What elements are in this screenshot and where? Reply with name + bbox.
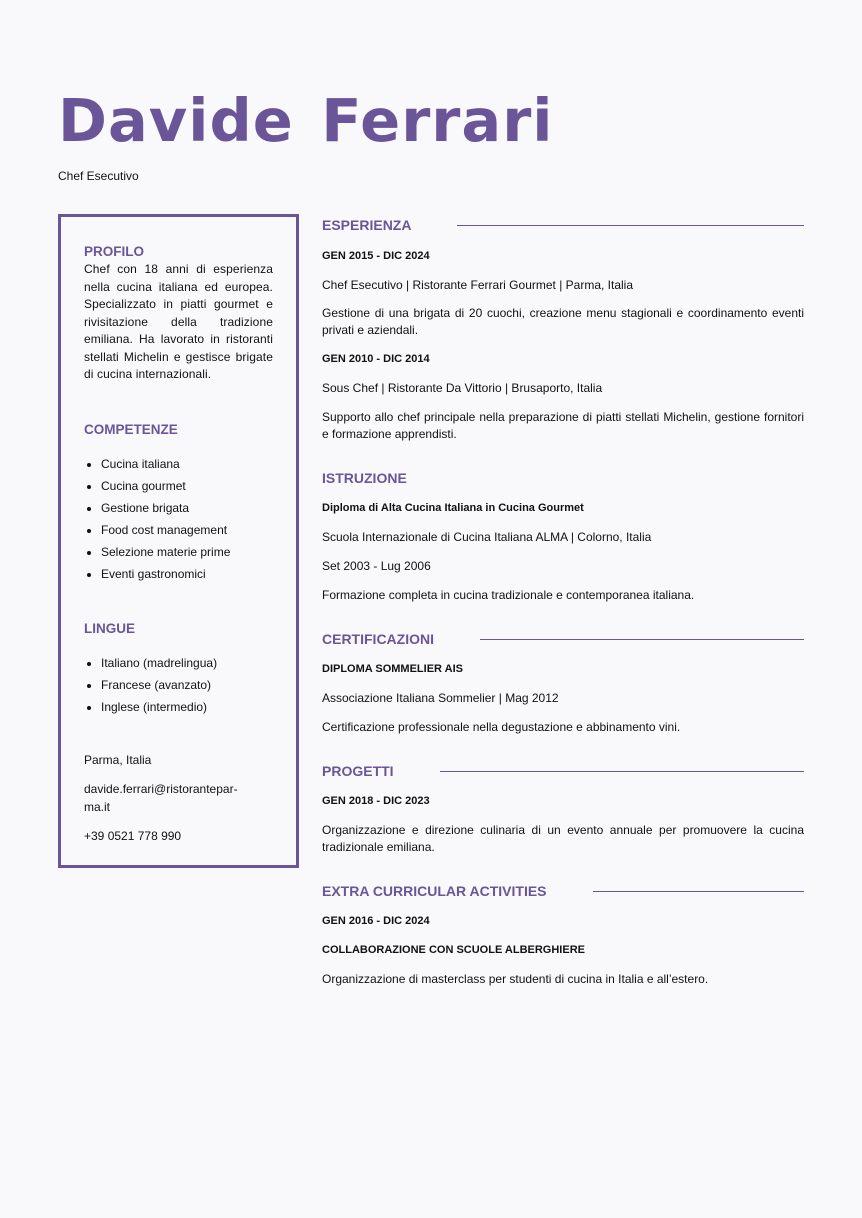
list-item: Inglese (intermedio) — [84, 696, 273, 718]
extracurricular-description: Organizzazione di masterclass per studenti di cucina in Italia e all’estero. — [322, 972, 709, 986]
extracurricular-heading — [322, 880, 804, 902]
extracurricular-date: GEN 2016 - DIC 2024 — [322, 915, 430, 927]
extracurricular-title: EXTRA CURRICULAR ACTIVITIES — [322, 882, 547, 899]
extracurricular-title-line: COLLABORAZIONE CON SCUOLE ALBERGHIERE — [322, 944, 585, 956]
certifications-heading — [322, 628, 804, 650]
profile-heading: PROFILO — [84, 244, 144, 259]
education-dates: Set 2003 - Lug 2006 — [322, 559, 431, 573]
job-title: Chef Esecutivo — [58, 169, 139, 183]
section-divider — [440, 771, 804, 772]
experience-role-2: Sous Chef | Ristorante Da Vittorio | Brusaporto, Italia — [322, 381, 603, 395]
list-item: Selezione materie prime — [84, 541, 273, 563]
certification-description: Certificazione professionale nella degustazione e abbinamento vini. — [322, 720, 681, 734]
list-item: Eventi gastronomici — [84, 563, 273, 585]
contact-section — [84, 752, 273, 846]
section-divider — [457, 225, 804, 226]
contact-email[interactable] — [84, 781, 273, 816]
email-line-1: davide.ferrari@ristorantepar- — [84, 782, 238, 796]
experience-title: ESPERIENZA — [322, 216, 412, 233]
languages-section — [84, 620, 273, 718]
projects-title: PROGETTI — [322, 762, 394, 779]
skills-list — [84, 453, 273, 585]
languages-heading: LINGUE — [84, 620, 136, 636]
experience-description-1: Gestione di una brigata di 20 cuochi, creazione menu stagionali e coordinamento eventi privati e aziendali. — [322, 306, 804, 337]
certifications-title: CERTIFICAZIONI — [322, 630, 434, 647]
list-item: Cucina italiana — [84, 453, 273, 475]
section-divider — [593, 891, 804, 892]
experience-role-1: Chef Esecutivo | Ristorante Ferrari Gourmet | Parma, Italia — [322, 278, 634, 292]
education-school: Scuola Internazionale di Cucina Italiana ALMA | Colorno, Italia — [322, 530, 652, 544]
list-item: Francese (avanzato) — [84, 674, 273, 696]
skills-heading: COMPETENZE — [84, 421, 178, 437]
section-divider — [480, 639, 804, 640]
contact-phone[interactable]: +39 0521 778 990 — [84, 829, 182, 843]
certification-name: DIPLOMA SOMMELIER AIS — [322, 663, 463, 675]
list-item: Cucina gourmet — [84, 475, 273, 497]
email-line-2: ma.it — [84, 799, 111, 814]
list-item: Food cost management — [84, 519, 273, 541]
education-title: ISTRUZIONE — [322, 469, 407, 486]
profile-text: Chef con 18 anni di esperienza nella cucina italiana ed europea. Specializzato in piatti gourmet e rivisitazione della tradizione emiliana. Ha lavorato in ristoranti stellati Michelin e gestisce brigate di cucina internazionali. — [84, 262, 273, 381]
experience-date-1: GEN 2015 - DIC 2024 — [322, 250, 430, 262]
languages-list — [84, 652, 273, 718]
project-date: GEN 2018 - DIC 2023 — [322, 795, 430, 807]
skills-section — [84, 421, 273, 585]
education-description: Formazione completa in cucina tradizionale e contemporanea italiana. — [322, 588, 695, 602]
candidate-name: Davide Ferrari — [58, 86, 554, 155]
contact-location: Parma, Italia — [84, 752, 152, 767]
project-description: Organizzazione e direzione culinaria di un evento annuale per promuovere la cucina tradizionale emiliana. — [322, 823, 804, 854]
projects-heading — [322, 760, 804, 782]
experience-heading — [322, 214, 804, 236]
certification-issuer: Associazione Italiana Sommelier | Mag 2012 — [322, 691, 559, 705]
experience-date-2: GEN 2010 - DIC 2014 — [322, 353, 430, 365]
education-heading — [322, 467, 804, 489]
list-item: Gestione brigata — [84, 497, 273, 519]
education-degree: Diploma di Alta Cucina Italiana in Cucina Gourmet — [322, 502, 584, 514]
profile-section — [84, 243, 273, 384]
list-item: Italiano (madrelingua) — [84, 652, 273, 674]
experience-description-2: Supporto allo chef principale nella preparazione di piatti stellati Michelin, gestione fornitori e formazione apprendisti. — [322, 410, 804, 441]
sidebar — [58, 214, 299, 868]
